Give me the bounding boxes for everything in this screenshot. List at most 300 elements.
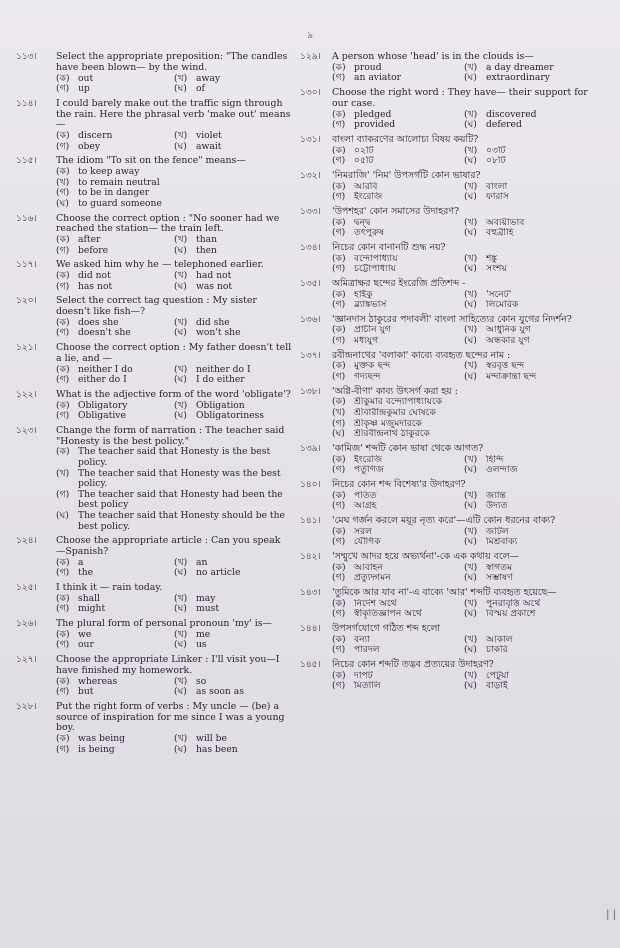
option-text: is being	[78, 744, 115, 755]
option-text: may	[196, 593, 216, 604]
question-number: ১২৯।	[300, 52, 321, 62]
option-text: আবাহন	[354, 562, 383, 573]
option-text: শ্রীকৃষ্ণ মজুমদারকে	[354, 418, 422, 429]
answer-option	[464, 325, 596, 336]
options-block	[300, 455, 596, 476]
question-text: Put the right form of verbs : My uncle — (be) a source of inspiration for me since I was a young boy.	[56, 700, 285, 734]
answer-option	[56, 131, 174, 142]
answer-option	[174, 375, 292, 386]
answer-option	[332, 146, 464, 157]
option-letter: (খ)	[464, 289, 478, 300]
answer-option	[464, 563, 596, 574]
question-number: ১৩৩।	[300, 206, 321, 217]
option-letter: (ঘ)	[174, 568, 187, 579]
options-block	[16, 677, 292, 698]
question-stem	[300, 516, 596, 527]
option-letter: (খ)	[174, 734, 188, 745]
option-text: পতিত	[354, 490, 377, 501]
option-letter: (গ)	[332, 228, 346, 239]
question-item	[16, 583, 292, 615]
option-text: pledged	[354, 109, 392, 120]
option-text: to be in danger	[78, 188, 150, 199]
question-item	[300, 52, 596, 84]
question-stem	[300, 552, 596, 563]
answer-option	[332, 182, 464, 193]
option-letter: (ঘ)	[464, 681, 477, 692]
option-text: দ্বন্দ্ব	[354, 217, 371, 228]
option-text: বিস্ময় প্রকাশে	[486, 609, 536, 620]
question-item	[16, 426, 292, 532]
option-letter: (ক)	[56, 235, 70, 246]
question-stem	[300, 279, 596, 290]
answer-option	[56, 178, 292, 189]
answer-option	[332, 397, 596, 408]
option-letter: (খ)	[464, 181, 478, 192]
question-number: ১৪৩।	[300, 587, 321, 598]
option-letter: (ঘ)	[174, 84, 187, 95]
question-stem	[16, 390, 292, 401]
question-stem	[300, 480, 596, 491]
answer-option	[56, 734, 174, 745]
question-item	[16, 655, 292, 698]
answer-option	[174, 411, 292, 422]
answer-option	[464, 537, 596, 548]
question-number: ১২০।	[16, 296, 37, 307]
question-text: The plural form of personal pronoun 'my' is—	[56, 617, 272, 629]
question-number: ১৪২।	[300, 551, 321, 562]
answer-option	[464, 290, 596, 301]
question-stem	[16, 156, 292, 167]
edge-mark: | |	[606, 909, 616, 920]
option-text: had not	[196, 271, 232, 282]
answer-option	[56, 677, 174, 688]
option-letter: (ঘ)	[464, 228, 477, 239]
answer-option	[332, 264, 464, 275]
question-number: ১১৩।	[16, 52, 37, 62]
option-letter: (খ)	[174, 317, 188, 328]
option-text: চাকরি	[486, 645, 508, 656]
option-text: has not	[78, 281, 113, 292]
option-letter: (খ)	[174, 557, 188, 568]
option-text: was being	[78, 734, 126, 745]
option-letter: (ক)	[332, 490, 346, 501]
options-block	[16, 734, 292, 755]
question-text: রবীন্দ্রনাথের 'বলাকা' কাব্যে ব্যবহৃত ছন্দের নাম :	[332, 349, 511, 361]
option-letter: (খ)	[464, 109, 478, 120]
answer-option	[174, 282, 292, 293]
right-column	[300, 52, 596, 696]
answer-option	[56, 511, 292, 532]
option-letter: (গ)	[332, 192, 346, 203]
option-letter: (ক)	[332, 526, 346, 537]
question-number: ১৪১।	[300, 515, 321, 526]
answer-option	[56, 640, 174, 651]
question-stem	[300, 315, 596, 326]
question-item	[16, 702, 292, 756]
answer-option	[174, 84, 292, 95]
option-text: our	[78, 640, 94, 651]
option-letter: (গ)	[56, 411, 70, 422]
option-letter: (গ)	[332, 264, 346, 275]
answer-option	[332, 63, 464, 74]
option-text: after	[78, 235, 101, 246]
option-text: won't she	[196, 328, 241, 339]
option-letter: (খ)	[464, 670, 478, 681]
option-text: বন্যা	[354, 634, 370, 645]
answer-option	[464, 527, 596, 538]
question-number: ১২১।	[16, 343, 37, 354]
question-number: ১৪৫।	[300, 659, 321, 670]
option-letter: (ঘ)	[174, 744, 187, 755]
answer-option	[464, 73, 596, 84]
option-text: extraordinary	[486, 73, 550, 84]
option-text: Obligation	[196, 400, 245, 411]
answer-option	[174, 401, 292, 412]
option-text: প্রাচীন যুগ	[354, 325, 391, 336]
answer-option	[332, 537, 464, 548]
answer-option	[464, 228, 596, 239]
option-letter: (খ)	[464, 454, 478, 465]
answer-option	[56, 271, 174, 282]
answer-option	[332, 429, 596, 440]
options-block	[300, 361, 596, 382]
option-text: গদ্যছন্দ	[354, 372, 381, 383]
option-text: বন্দোপাধ্যায়	[354, 253, 398, 264]
option-text: ফারসি	[486, 192, 510, 203]
answer-option	[464, 146, 596, 157]
answer-option	[56, 375, 174, 386]
option-letter: (ঘ)	[464, 336, 477, 347]
option-letter: (ক)	[56, 447, 70, 458]
answer-option	[174, 74, 292, 85]
answer-option	[174, 604, 292, 615]
page-number: ৯	[307, 31, 313, 41]
option-letter: (ক)	[332, 325, 346, 336]
option-text: ০২টি	[354, 145, 374, 156]
question-stem	[300, 387, 596, 398]
question-number: ১৩৯।	[300, 443, 321, 454]
option-letter: (গ)	[332, 573, 346, 584]
answer-option	[464, 599, 596, 610]
answer-option	[332, 110, 464, 121]
option-letter: (ঘ)	[174, 141, 187, 152]
option-letter: (খ)	[174, 271, 188, 282]
option-text: a	[78, 557, 84, 568]
option-text: জ্যান্ত	[486, 490, 506, 501]
question-item	[300, 351, 596, 383]
options-block	[16, 318, 292, 339]
question-item	[300, 171, 596, 203]
options-block	[300, 599, 596, 620]
option-letter: (ঘ)	[174, 640, 187, 651]
option-text: of	[196, 84, 205, 95]
question-text: 'নিমরাজি' 'নিম' উপসর্গটি কোন ভাষার?	[332, 169, 481, 181]
answer-option	[174, 142, 292, 153]
question-number: ১১৬।	[16, 213, 37, 224]
question-number: ১২৫।	[16, 582, 37, 593]
answer-option	[332, 609, 464, 620]
option-letter: (খ)	[464, 526, 478, 537]
option-letter: (গ)	[332, 336, 346, 347]
question-item	[16, 296, 292, 339]
option-letter: (খ)	[332, 408, 346, 419]
options-block	[16, 74, 292, 95]
question-number: ১৪৪।	[300, 623, 321, 634]
option-letter: (গ)	[332, 501, 346, 512]
option-letter: (ক)	[332, 634, 346, 645]
option-letter: (গ)	[56, 744, 70, 755]
option-letter: (খ)	[464, 361, 478, 372]
question-text: অমিত্রাক্ষর ছন্দের ইংরেজি প্রতিশব্দ -	[332, 277, 466, 289]
option-letter: (ঘ)	[464, 156, 477, 167]
question-text: 'সম্মুখে আদর হয়ে অভ্যর্থনা'-কে এক কথায় বলে—	[332, 550, 519, 562]
question-text: নিচের কোন বানানটি শুদ্ধ নয়?	[332, 241, 446, 253]
option-text: as soon as	[196, 687, 244, 698]
option-letter: (গ)	[332, 73, 346, 84]
question-stem	[300, 171, 596, 182]
question-item	[300, 624, 596, 656]
option-letter: (ক)	[332, 253, 346, 264]
answer-option	[464, 336, 596, 347]
option-text: so	[196, 676, 207, 687]
option-text: আধুনিক যুগ	[486, 325, 531, 336]
option-text: Obligatory	[78, 400, 128, 411]
option-letter: (খ)	[174, 629, 188, 640]
answer-option	[464, 264, 596, 275]
option-letter: (ক)	[332, 217, 346, 228]
answer-option	[174, 745, 292, 756]
option-text: violet	[196, 131, 222, 142]
option-text: হিন্দি	[486, 454, 504, 465]
answer-option	[464, 635, 596, 646]
option-letter: (ঘ)	[464, 609, 477, 620]
answer-option	[332, 501, 464, 512]
answer-option	[332, 228, 464, 239]
option-letter: (গ)	[332, 645, 346, 656]
question-number: ১২৪।	[16, 536, 37, 547]
option-letter: (গ)	[56, 188, 70, 199]
answer-option	[332, 300, 464, 311]
answer-option	[332, 671, 464, 682]
option-text: did she	[196, 317, 230, 328]
answer-option	[174, 365, 292, 376]
option-letter: (ক)	[332, 454, 346, 465]
question-number: ১১৫।	[16, 156, 37, 167]
question-number: ১১৪।	[16, 98, 37, 109]
answer-option	[56, 142, 174, 153]
option-letter: (ঘ)	[464, 645, 477, 656]
option-letter: (ঘ)	[464, 120, 477, 131]
answer-option	[464, 182, 596, 193]
question-number: ১৩৬।	[300, 314, 321, 325]
question-item	[16, 343, 292, 386]
question-stem	[16, 583, 292, 594]
answer-option	[332, 73, 464, 84]
question-item	[16, 156, 292, 209]
question-text: Choose the appropriate article : Can you speak —Spanish?	[56, 535, 281, 557]
option-letter: (ক)	[332, 670, 346, 681]
option-text: বাংলা	[486, 181, 508, 192]
options-block	[16, 167, 292, 209]
question-item	[300, 387, 596, 440]
answer-option	[332, 120, 464, 131]
option-letter: (খ)	[174, 131, 188, 142]
answer-option	[56, 188, 292, 199]
option-text: provided	[354, 120, 396, 131]
option-text: us	[196, 640, 207, 651]
option-text: স্বীকৃতিজ্ঞাপন অর্থে	[354, 609, 422, 620]
answer-option	[464, 491, 596, 502]
option-letter: (ঘ)	[174, 375, 187, 386]
option-text: then	[196, 245, 217, 256]
option-letter: (ক)	[332, 62, 346, 73]
answer-option	[332, 156, 464, 167]
option-letter: (ঘ)	[56, 198, 69, 209]
answer-option	[332, 372, 464, 383]
option-text: পর্তুগিজ	[354, 465, 384, 476]
answer-option	[56, 246, 174, 257]
answer-option	[464, 361, 596, 372]
question-stem	[300, 88, 596, 110]
question-number: ১৩০।	[300, 87, 321, 98]
option-text: a day dreamer	[486, 62, 554, 73]
option-letter: (গ)	[56, 84, 70, 95]
option-letter: (ঘ)	[174, 281, 187, 292]
answer-option	[464, 372, 596, 383]
option-text: proud	[354, 62, 382, 73]
question-item	[300, 588, 596, 620]
option-letter: (গ)	[332, 372, 346, 383]
option-letter: (ক)	[332, 361, 346, 372]
option-text: will be	[196, 734, 227, 745]
question-number: ১২৬।	[16, 618, 37, 629]
options-block	[300, 290, 596, 311]
option-letter: (ক)	[56, 593, 70, 604]
option-text: obey	[78, 141, 101, 152]
question-stem	[16, 296, 292, 318]
option-text: বহুব্রীহি	[486, 228, 514, 239]
question-item	[300, 243, 596, 275]
option-text: an	[196, 557, 208, 568]
option-letter: (গ)	[56, 568, 70, 579]
answer-option	[174, 558, 292, 569]
option-text: অন্ধকার যুগ	[486, 336, 530, 347]
option-letter: (ক)	[332, 145, 346, 156]
answer-option	[56, 630, 174, 641]
left-column	[16, 52, 292, 759]
answer-option	[56, 282, 174, 293]
option-text: than	[196, 235, 218, 246]
answer-option	[332, 361, 464, 372]
option-text: must	[196, 604, 220, 615]
option-text: ০৫টি	[354, 156, 374, 167]
option-text: The teacher said that Honesty was the best policy.	[78, 468, 281, 490]
option-letter: (ক)	[56, 676, 70, 687]
question-number: ১২২।	[16, 389, 37, 400]
option-text: পুনরাবৃত্তি অর্থে	[486, 598, 541, 609]
answer-option	[332, 408, 596, 419]
answer-option	[174, 328, 292, 339]
answer-option	[174, 246, 292, 257]
option-text: উদ্যত	[486, 501, 508, 512]
question-item	[300, 207, 596, 239]
answer-option	[174, 235, 292, 246]
answer-option	[332, 491, 464, 502]
answer-option	[464, 573, 596, 584]
options-block	[16, 131, 292, 152]
answer-option	[332, 681, 464, 692]
question-item	[300, 552, 596, 584]
question-text: I could barely make out the traffic sign through the rain. Here the phrasal verb 'make out' means—	[56, 97, 291, 131]
option-letter: (গ)	[332, 465, 346, 476]
option-text: শ্রীরবীন্দ্রনাথ ঠাকুরকে	[354, 429, 430, 440]
question-item	[16, 619, 292, 651]
answer-option	[332, 599, 464, 610]
option-text: we	[78, 629, 92, 640]
option-letter: (গ)	[332, 300, 346, 311]
answer-option	[56, 558, 174, 569]
options-block	[300, 325, 596, 346]
option-text: সরল	[354, 526, 372, 537]
question-text: নিচের কোন শব্দটি তদ্ভব প্রত্যয়ের উদাহরণ?	[332, 658, 494, 670]
question-number: ১২৩।	[16, 425, 37, 436]
option-letter: (ঘ)	[464, 537, 477, 548]
question-item	[300, 315, 596, 347]
answer-option	[174, 568, 292, 579]
question-stem	[16, 426, 292, 448]
options-block	[16, 235, 292, 256]
option-text: doesn't she	[78, 328, 131, 339]
option-text: was not	[196, 281, 233, 292]
option-letter: (ক)	[332, 562, 346, 573]
option-text: জটিল	[486, 526, 509, 537]
option-letter: (ঘ)	[464, 573, 477, 584]
answer-option	[56, 687, 174, 698]
options-block	[300, 63, 596, 84]
question-number: ১৩৪।	[300, 242, 321, 253]
option-text: an aviator	[354, 73, 402, 84]
option-text: পারদল	[354, 645, 380, 656]
question-number: ১৩২।	[300, 170, 321, 181]
option-text: শঙ্কু	[486, 253, 498, 264]
option-text: did not	[78, 271, 111, 282]
question-text: 'উপশহর' কোন সমাসের উদাহরণ?	[332, 205, 460, 217]
question-text: Choose the correct option : My father doesn't tell a lie, and —	[56, 342, 292, 364]
answer-option	[174, 318, 292, 329]
options-block	[300, 254, 596, 275]
option-letter: (ক)	[332, 181, 346, 192]
answer-option	[332, 325, 464, 336]
option-text: মধ্যযুগ	[354, 336, 379, 347]
question-item	[16, 52, 292, 95]
option-text: the	[78, 568, 94, 579]
question-text: 'তুমিকে আর যাব না'-এ বাক্যে 'আর' শব্দটি ব্যবহৃত হয়েছে—	[332, 586, 557, 598]
question-item	[300, 279, 596, 311]
option-letter: (খ)	[464, 62, 478, 73]
question-stem	[300, 660, 596, 671]
option-text: The teacher said that Honesty is the best policy.	[78, 447, 271, 469]
option-letter: (ক)	[56, 364, 70, 375]
question-item	[16, 214, 292, 257]
option-text: নির্দেশ অর্থে	[354, 598, 397, 609]
option-letter: (ক)	[56, 629, 70, 640]
answer-option	[174, 271, 292, 282]
option-text: either do I	[78, 375, 127, 386]
option-text: শ্রীকুমার বন্দ্যোপাধ্যায়কে	[354, 397, 443, 408]
answer-option	[56, 447, 292, 468]
option-text: হাইকু	[354, 289, 373, 300]
option-letter: (ক)	[56, 131, 70, 142]
